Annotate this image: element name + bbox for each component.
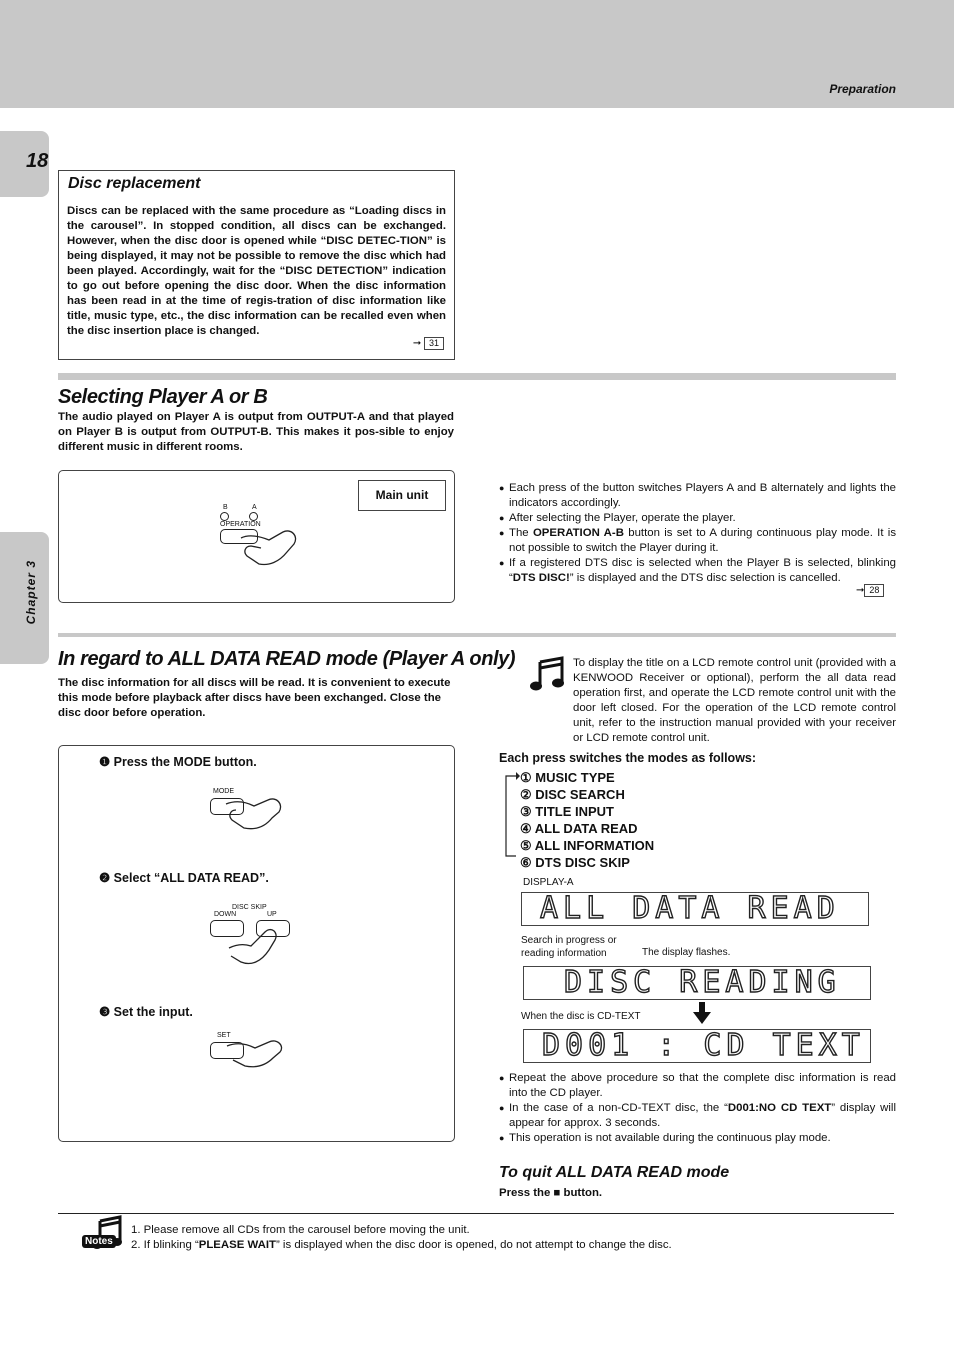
display-label: DISPLAY-A <box>523 877 574 888</box>
page-ref-31: 31 <box>424 337 444 350</box>
down-label: DOWN <box>214 911 237 918</box>
note-1: 1. Please remove all CDs from the carousel before moving the unit. <box>131 1224 470 1236</box>
step-1: ❶ Press the MODE button. <box>99 755 257 769</box>
caption-flash: The display flashes. <box>642 947 731 958</box>
notes-divider <box>58 1213 894 1214</box>
up-label: UP <box>267 911 277 918</box>
main-unit-illustration <box>58 470 455 603</box>
mode-item: ④ ALL DATA READ <box>520 821 638 836</box>
bullet-item: ● This operation is not available during the continuous play mode. <box>499 1131 896 1146</box>
led-b-label: B <box>223 504 228 511</box>
note-2: 2. If blinking “PLEASE WAIT” is displayed when the disc door is opened, do not attempt to change the disc. <box>131 1239 672 1251</box>
mode-item: ⑤ ALL INFORMATION <box>520 838 655 853</box>
selecting-title: Selecting Player A or B <box>58 386 268 408</box>
mode-item: ① MUSIC TYPE <box>520 770 615 785</box>
notes-label: Notes <box>82 1235 116 1248</box>
led-a-label: A <box>252 504 257 511</box>
operation-label: OPERATION <box>220 521 261 528</box>
modes-heading: Each press switches the modes as follows: <box>499 751 757 765</box>
section-title: Preparation <box>829 82 896 96</box>
chapter-label: Chapter 3 <box>24 560 38 625</box>
bullet-item: ● The OPERATION A-B button is set to A during continuous play mode. It is not possible to switch the Player during it. <box>499 526 896 556</box>
quit-text: Press the ■ button. <box>499 1187 603 1199</box>
bullet-item: ● In the case of a non-CD-TEXT disc, the “D001:NO CD TEXT” display will appear for approx. 3 seconds. <box>499 1101 896 1131</box>
selecting-intro: The audio played on Player A is output from OUTPUT-A and that played on Player B is output from OUTPUT-B. This makes it pos-sible to enjoy different music in different rooms. <box>58 411 454 453</box>
music-note-icon <box>530 656 566 692</box>
page-ref-28: 28 <box>864 584 884 597</box>
arrow-down-icon <box>693 1002 711 1024</box>
selecting-ref: ➞ 28 <box>856 584 884 597</box>
mode-item: ② DISC SEARCH <box>520 787 625 802</box>
steps-box <box>58 745 455 1142</box>
bullet-item: ● Repeat the above procedure so that the complete disc information is read into the CD player. <box>499 1071 896 1101</box>
alldata-intro: The disc information for all discs will be read. It is convenient to execute this mode before playback after discs have been exchanged. Close the disc door before operation. <box>58 677 451 719</box>
led-b-indicator <box>220 512 229 521</box>
hand-press-icon <box>225 1036 295 1072</box>
bullet-item: ● Each press of the button switches Players A and B alternately and lights the indicators accordingly. <box>499 481 896 511</box>
led-a-indicator <box>249 512 258 521</box>
hand-press-icon <box>225 926 295 971</box>
mode-item: ⑥ DTS DISC SKIP <box>520 855 630 870</box>
cycle-arrow-icon <box>500 770 520 862</box>
hand-press-icon <box>239 526 309 571</box>
disc-replacement-text: Discs can be replaced with the same procedure as “Loading discs in the carousel”. In stopped condition, all discs can be exchanged. However, when the disc door is opened while “DISC DETEC-TION” is being displayed, it may not be possible to remove the disc which had been played. Accordingly, wait for the “DISC DETECTION” indication to go out before opening the disc door. When the disc information has been read in at the time of regis-tration of disc information like title, music type, etc., the disc information can be recalled even when the disc insertion place is changed. <box>67 205 446 337</box>
lcd-all-data-read: ALL DATA READ <box>521 892 869 926</box>
alldata-title: In regard to ALL DATA READ mode (Player A only) <box>58 648 516 670</box>
disc-replacement-ref: ➞ 31 <box>413 337 444 350</box>
alldata-bullets <box>499 1071 896 1146</box>
section-rule <box>58 373 896 380</box>
lcd-disc-reading: DISC READING <box>523 966 871 1000</box>
set-label: SET <box>217 1032 231 1039</box>
main-unit-label: Main unit <box>358 480 446 511</box>
lcd-note: To display the title on a LCD remote control unit (provided with a KENWOOD Receiver or optional), perform the all data read operation first, and operate the LCD remote control unit with the door left closed. For the operation of the LCD remote control unit, refer to the instruction manual provided with your receiver or LCD remote control unit. <box>573 657 896 744</box>
quit-title: To quit ALL DATA READ mode <box>499 1164 730 1181</box>
lcd-cd-text: D001 : CD TEXT <box>523 1029 871 1063</box>
caption-search: Search in progress or reading information <box>521 935 617 959</box>
page-number: 18 <box>26 150 49 172</box>
section-rule <box>58 633 896 637</box>
header-band <box>0 0 954 108</box>
modes-list <box>520 769 654 871</box>
mode-item: ③ TITLE INPUT <box>520 804 614 819</box>
disc-replacement-box <box>58 170 455 360</box>
step-3: ❸ Set the input. <box>99 1005 193 1019</box>
bullet-item: ● After selecting the Player, operate the player. <box>499 511 896 526</box>
caption-cdtext: When the disc is CD-TEXT <box>521 1011 641 1022</box>
disc-skip-label: DISC SKIP <box>232 904 267 911</box>
hand-press-icon <box>224 794 294 834</box>
selecting-bullets <box>499 481 896 586</box>
step-2: ❷ Select “ALL DATA READ”. <box>99 871 269 885</box>
bullet-item: ● If a registered DTS disc is selected when the Player B is selected, blinking “DTS DISC!” is displayed and the DTS disc selection is cancelled. <box>499 556 896 586</box>
disc-replacement-title: Disc replacement <box>68 175 201 192</box>
mode-label: MODE <box>213 788 234 795</box>
